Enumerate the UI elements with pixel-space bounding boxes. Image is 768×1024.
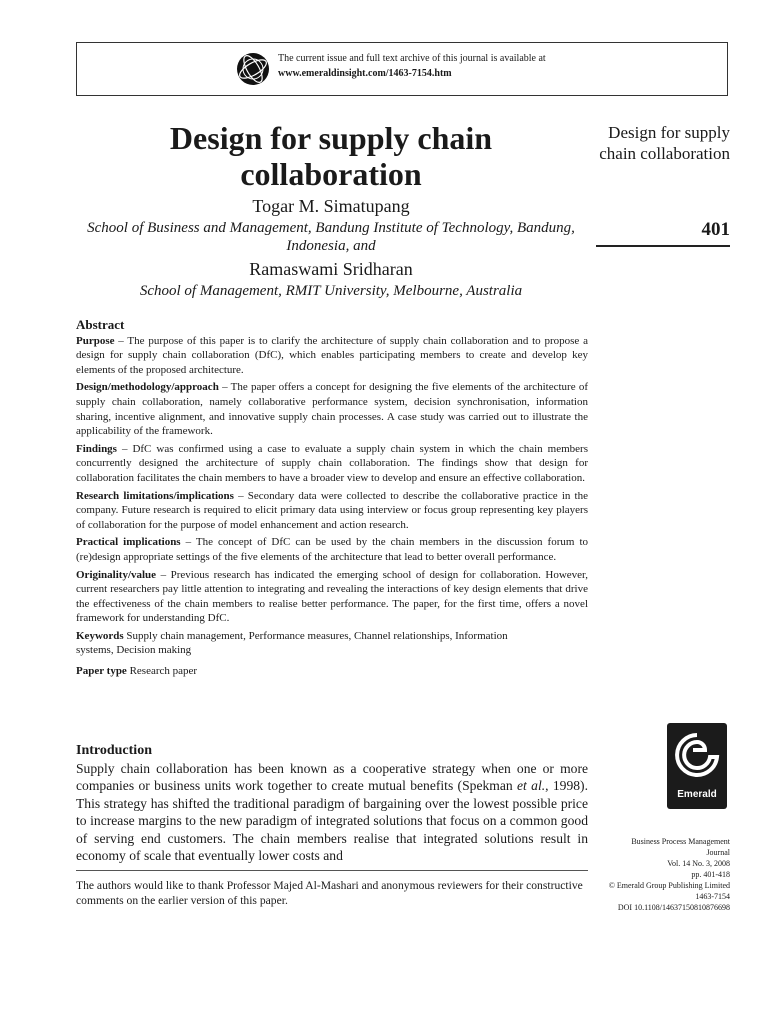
journal-info	[580, 836, 730, 913]
abstract-section	[76, 568, 588, 626]
section-text: – Secondary data were collected to describe the collaborative practice in the company. Future research is required to elicit primary data using interview or focus group representing key players of collaboration for the purpose of model enhancement and action research.	[76, 489, 588, 531]
globe-icon	[236, 52, 270, 86]
page-number: 401	[701, 219, 730, 240]
section-text: – The paper offers a concept for designing the five elements of the architecture of supply chain collaboration, namely collaborative performance system, decision synchronisation, information sharing, incentive alignment, and innovative supply chain processes. A case study was carried out to illustrate the applicability of the framework.	[76, 381, 588, 438]
keywords	[76, 629, 508, 658]
footnote-divider	[76, 870, 588, 871]
footnote: The authors would like to thank Professor Majed Al-Mashari and anonymous reviewers for their constructive comments on the earlier version of this paper.	[76, 879, 583, 907]
abstract-section	[76, 334, 588, 378]
introduction-paragraph	[76, 760, 588, 865]
section-label: Findings	[76, 442, 117, 455]
paper-type	[76, 664, 588, 679]
journal-url-link[interactable]: www.emeraldinsight.com/1463-7154.htm	[278, 68, 452, 79]
keywords-text: Supply chain management, Performance measures, Channel relationships, Information systems, Decision making	[76, 629, 508, 657]
emerald-swirl-icon	[667, 723, 727, 787]
availability-text: The current issue and full text archive of this journal is available at	[278, 53, 546, 64]
paper-title: Design for supply chain collaboration	[169, 120, 493, 192]
abstract-section	[76, 489, 588, 533]
section-label: Originality/value	[76, 568, 157, 581]
section-label: Research limitations/implications	[76, 489, 234, 502]
introduction-heading: Introduction	[76, 743, 152, 758]
author-affiliation: School of Business and Management, Bandung Institute of Technology, Bandung, Indonesia, and	[87, 220, 575, 254]
paper-type-label: Paper type	[76, 665, 127, 678]
section-label: Purpose	[76, 334, 115, 347]
author-affiliation: School of Management, RMIT University, Melbourne, Australia	[139, 283, 523, 299]
paper-type-text: Research paper	[126, 665, 198, 678]
section-text: – The concept of DfC can be used by the chain members in the discussion forum to (re)design appropriate settings of the five elements of the architecture that lead to better overall performance.	[76, 536, 588, 563]
intro-citation-italic: et al.	[517, 778, 546, 793]
author-name: Ramaswami Sridharan	[249, 259, 413, 279]
journal-info-line: Vol. 14 No. 3, 2008	[667, 859, 730, 868]
intro-text: , 1998). This strategy has shifted the traditional paradigm of bargaining over the lowest possible price to increase margins to the new paradigm of integrated solutions that focus on a common good of serving end customers. The chain members realise that integrated solutions result in economy of scale that eventually lower costs and	[76, 778, 588, 863]
abstract-section	[76, 535, 588, 564]
section-text: – DfC was confirmed using a case to evaluate a supply chain system in which the chain members concurrently designed the architecture of supply chain collaboration. The findings show that design for collaboration facilitates the chain members to have a broader view to develop and ensure an effective collaboration.	[76, 442, 588, 484]
section-label: Practical implications	[76, 536, 181, 549]
emerald-logo-text: Emerald	[677, 789, 717, 800]
abstract-section	[76, 380, 588, 438]
margin-divider	[596, 245, 730, 247]
introduction	[76, 742, 588, 865]
section-text: – The purpose of this paper is to clarify the architecture of supply chain collaboration and to propose a design for supply chain collaboration (DfC), which enables participating members to create and develop key elements of the proposed architecture.	[76, 334, 588, 376]
journal-info-line: pp. 401-418	[691, 870, 730, 879]
journal-info-line: © Emerald Group Publishing Limited	[608, 881, 730, 890]
keywords-label: Keywords	[76, 629, 124, 642]
journal-info-line: Journal	[706, 848, 730, 857]
abstract	[76, 318, 588, 682]
journal-info-line: Business Process Management	[631, 837, 730, 846]
journal-info-line: DOI 10.1108/14637150810876698	[617, 903, 730, 912]
running-title: Design for supply chain collaboration	[599, 123, 730, 163]
section-text: – Previous research has indicated the emerging school of design for collaboration. However, current researchers pay little attention to integrating and revealing the interactions of key design elements that drive the effectiveness of the chain members to realise better performance. The paper, for the first time, offers a novel framework for understanding DfC.	[76, 568, 588, 625]
author-name: Togar M. Simatupang	[252, 196, 410, 216]
abstract-heading: Abstract	[76, 317, 125, 332]
section-label: Design/methodology/approach	[76, 381, 219, 394]
journal-info-line: 1463-7154	[695, 892, 730, 901]
intro-text: Supply chain collaboration has been known as a cooperative strategy when one or more companies or business units work together to create mutual benefits (Spekman	[76, 760, 588, 793]
abstract-section	[76, 442, 588, 486]
